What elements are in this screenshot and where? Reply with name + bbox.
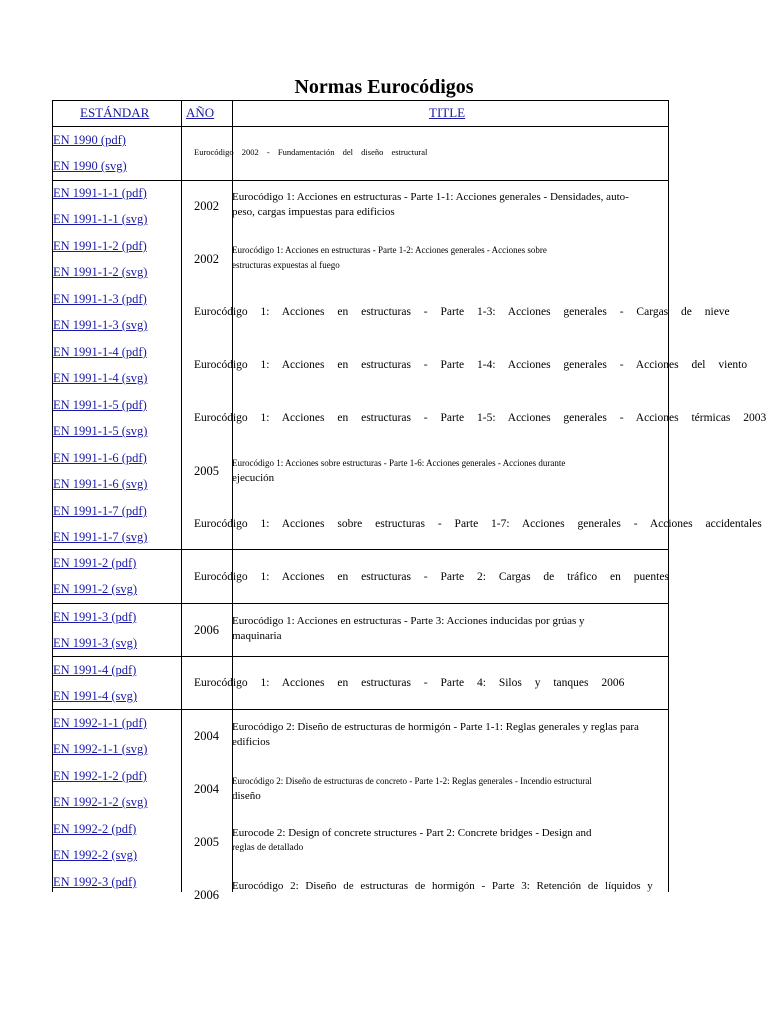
svg-link[interactable]: EN 1991-1-2 (svg) <box>53 265 148 279</box>
row-title: Eurocódigo 2: Diseño de estructuras de hormigón - Parte 1-1: Reglas generales y reglas para edificios <box>232 721 639 748</box>
svg-link[interactable]: EN 1992-1-1 (svg) <box>53 742 148 756</box>
row-divider <box>52 549 669 550</box>
pdf-link[interactable]: EN 1991-1-7 (pdf) <box>53 504 147 518</box>
svg-link[interactable]: EN 1992-1-2 (svg) <box>53 795 148 809</box>
svg-link[interactable]: EN 1991-1-7 (svg) <box>53 530 148 544</box>
header-title-link[interactable]: TITLE <box>429 105 466 120</box>
row-year: 2005 <box>194 835 219 849</box>
page-title: Normas Eurocódigos <box>294 76 474 98</box>
column-divider <box>181 100 182 892</box>
column-divider <box>668 100 669 892</box>
pdf-link[interactable]: EN 1991-3 (pdf) <box>53 610 137 624</box>
row-divider <box>52 180 669 181</box>
svg-link[interactable]: EN 1991-1-4 (svg) <box>53 371 148 385</box>
svg-link[interactable]: EN 1991-1-3 (svg) <box>53 318 148 332</box>
row-title: Eurocódigo 1: Acciones en estructuras - Parte 1-1: Acciones generales - Densidades, auto- peso, cargas impuestas para edificios <box>232 191 629 218</box>
row-title: Eurocódigo 2: Diseño de estructuras de hormigón - Parte 3: Retención de líquidos y <box>232 880 653 892</box>
pdf-link[interactable]: EN 1991-1-3 (pdf) <box>53 292 147 306</box>
row-year: 2002 <box>194 199 219 213</box>
pdf-link[interactable]: EN 1990 (pdf) <box>53 133 126 147</box>
eurocodes-table <box>52 100 768 902</box>
svg-link[interactable]: EN 1991-4 (svg) <box>53 689 138 703</box>
row-title: Eurocódigo 1: Acciones en estructuras - Parte 4: Silos y tanques 2006 <box>194 677 625 689</box>
row-title: Eurocódigo 2002 - Fundamentación del diseño estructural <box>194 147 428 157</box>
pdf-link[interactable]: EN 1992-1-2 (pdf) <box>53 769 147 783</box>
pdf-link[interactable]: EN 1991-1-5 (pdf) <box>53 398 147 412</box>
row-divider <box>52 603 669 604</box>
row-year: 2006 <box>194 888 219 902</box>
pdf-link[interactable]: EN 1992-2 (pdf) <box>53 822 137 836</box>
row-title: Eurocódigo 1: Acciones en estructuras - Parte 1-2: Acciones generales - Acciones sobre estructuras expuestas al fuego <box>232 245 547 270</box>
row-divider <box>52 656 669 657</box>
pdf-link[interactable]: EN 1992-3 (pdf) <box>53 875 137 889</box>
svg-link[interactable]: EN 1991-1-1 (svg) <box>53 212 148 226</box>
row-year: 2004 <box>194 729 219 743</box>
header-standard-link[interactable]: ESTÁNDAR <box>80 105 150 120</box>
row-title: Eurocódigo 1: Acciones sobre estructuras - Parte 1-6: Acciones generales - Acciones durante ejecución <box>232 458 566 484</box>
row-year: 2004 <box>194 782 219 796</box>
row-year: 2005 <box>194 464 219 478</box>
svg-link[interactable]: EN 1991-1-6 (svg) <box>53 477 148 491</box>
pdf-link[interactable]: EN 1991-2 (pdf) <box>53 556 137 570</box>
header-year-link[interactable]: AÑO <box>186 105 215 120</box>
row-title: Eurocódigo 1: Acciones en estructuras - Parte 1-5: Acciones generales - Acciones térmicas 2003 <box>194 412 767 424</box>
pdf-link[interactable]: EN 1991-1-2 (pdf) <box>53 239 147 253</box>
svg-link[interactable]: EN 1990 (svg) <box>53 159 127 173</box>
row-title: Eurocódigo 1: Acciones en estructuras - Parte 1-3: Acciones generales - Cargas de nieve <box>194 306 730 318</box>
row-year: 2002 <box>194 252 219 266</box>
row-title: Eurocódigo 1: Acciones sobre estructuras - Parte 1-7: Acciones generales - Acciones accidentales <box>194 518 762 530</box>
pdf-link[interactable]: EN 1991-1-1 (pdf) <box>53 186 147 200</box>
row-divider <box>52 709 669 710</box>
pdf-link[interactable]: EN 1991-1-6 (pdf) <box>53 451 147 465</box>
pdf-link[interactable]: EN 1991-4 (pdf) <box>53 663 137 677</box>
pdf-link[interactable]: EN 1991-1-4 (pdf) <box>53 345 147 359</box>
row-divider <box>52 126 669 127</box>
svg-link[interactable]: EN 1992-2 (svg) <box>53 848 138 862</box>
svg-link[interactable]: EN 1991-1-5 (svg) <box>53 424 148 438</box>
row-title: Eurocode 2: Design of concrete structures - Part 2: Concrete bridges - Design and reglas de detallado <box>232 827 592 853</box>
pdf-link[interactable]: EN 1992-1-1 (pdf) <box>53 716 147 730</box>
row-title: Eurocódigo 1: Acciones en estructuras - Parte 1-4: Acciones generales - Acciones del viento <box>194 359 748 371</box>
row-year: 2006 <box>194 623 219 637</box>
svg-link[interactable]: EN 1991-3 (svg) <box>53 636 138 650</box>
svg-link[interactable]: EN 1991-2 (svg) <box>53 582 138 596</box>
row-title: Eurocódigo 2: Diseño de estructuras de concreto - Parte 1-2: Reglas generales - Incendio estructural diseño <box>232 776 592 802</box>
table-border <box>52 100 669 101</box>
row-title: Eurocódigo 1: Acciones en estructuras - Parte 3: Acciones inducidas por grúas y maquinaria <box>232 615 585 642</box>
row-title: Eurocódigo 1: Acciones en estructuras - Parte 2: Cargas de tráfico en puentes <box>194 571 669 583</box>
